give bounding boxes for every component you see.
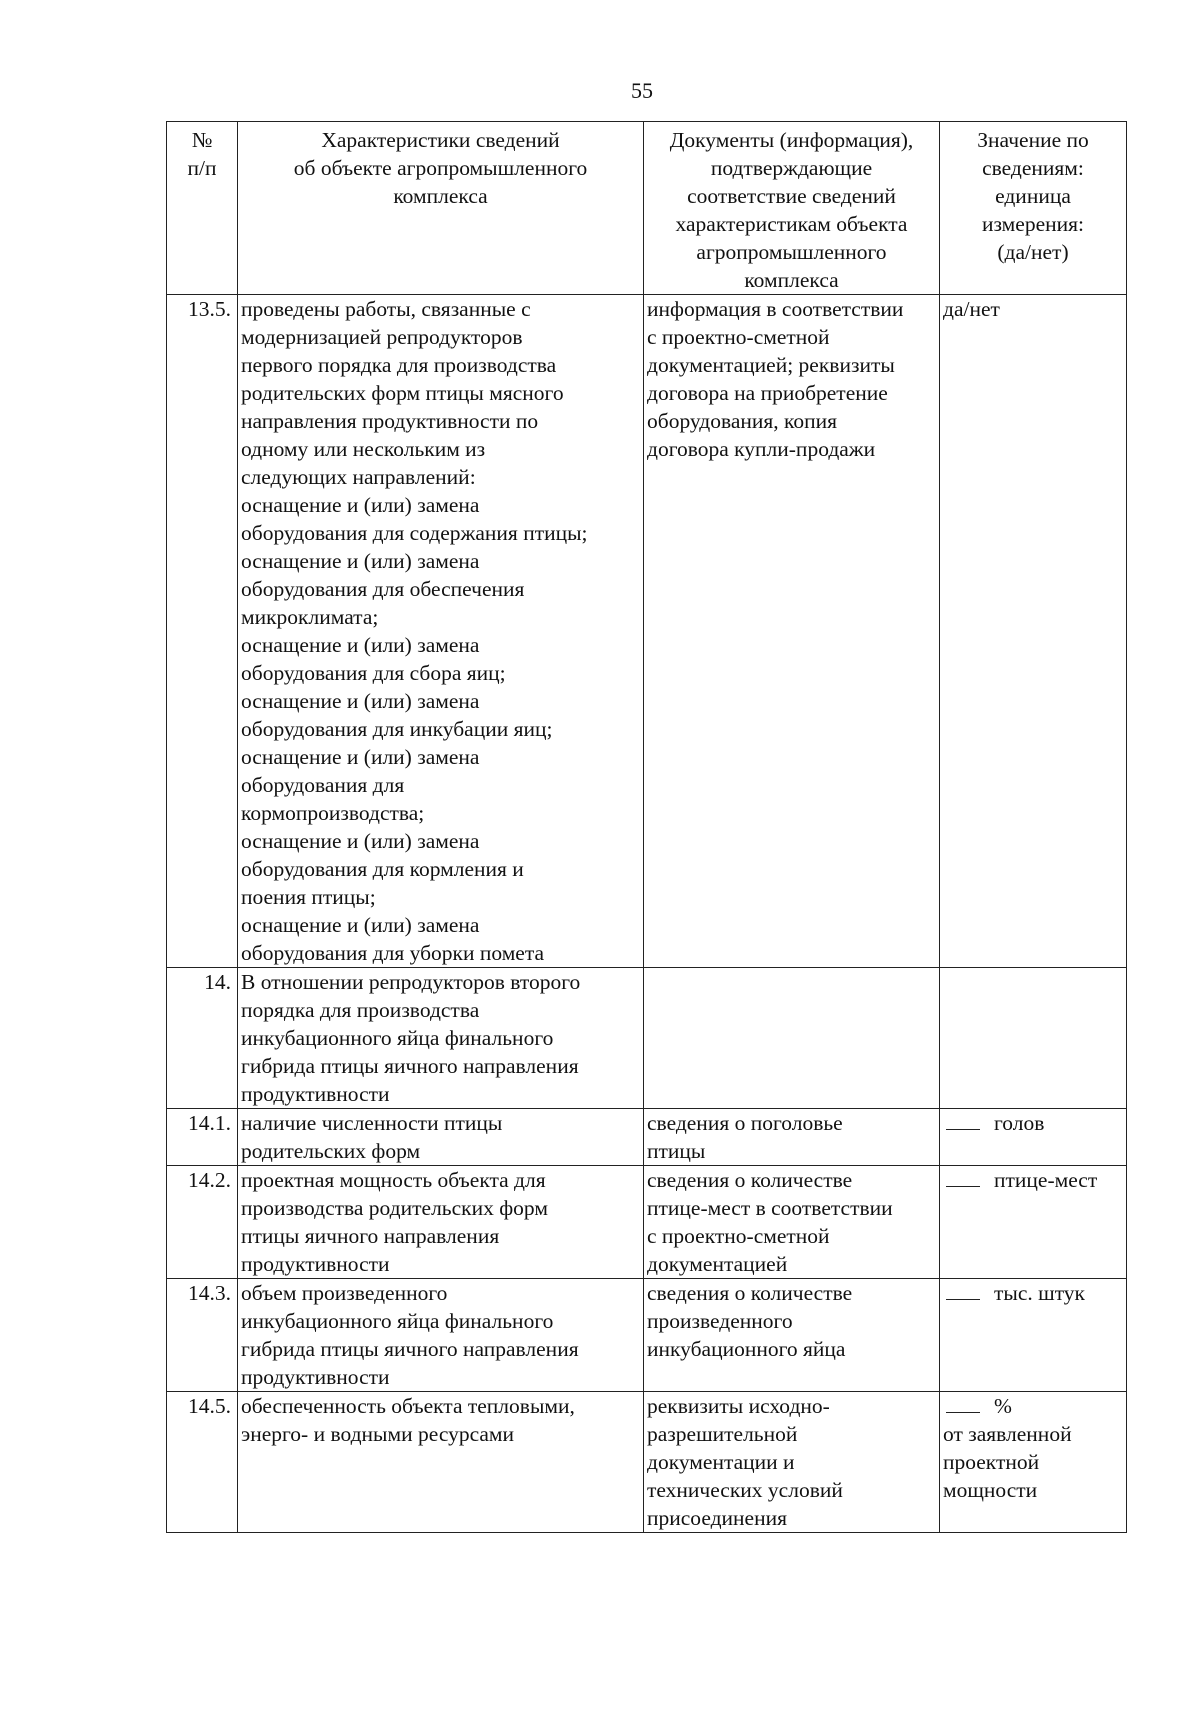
row-num: 13.5.	[167, 295, 238, 968]
row-documents: информация в соответствии с проектно-сметной документацией; реквизиты договора на приобретение оборудования, копия договора купли-продажи	[644, 295, 940, 968]
row-characteristic: проектная мощность объекта для производства родительских форм птицы яичного направления продуктивности	[238, 1166, 644, 1279]
row-num: 14.1.	[167, 1109, 238, 1166]
row-documents	[644, 968, 940, 1109]
row-characteristic: объем произведенного инкубационного яйца финального гибрида птицы яичного направления продуктивности	[238, 1279, 644, 1392]
row-unit: тыс. штук	[994, 1281, 1085, 1305]
header-documents: Документы (информация), подтверждающие соответствие сведений характеристикам объекта агропромышленного комплекса	[644, 122, 940, 295]
row-documents: сведения о количестве произведенного инкубационного яйца	[644, 1279, 940, 1392]
row-unit-note: от заявленной проектной мощности	[943, 1422, 1072, 1502]
row-characteristic: наличие численности птицы родительских форм	[238, 1109, 644, 1166]
table-header-row	[167, 122, 1127, 295]
row-documents: сведения о количестве птице-мест в соответствии с проектно-сметной документацией	[644, 1166, 940, 1279]
row-characteristic: обеспеченность объекта тепловыми, энерго- и водными ресурсами	[238, 1392, 644, 1533]
header-value: Значение по сведениям: единица измерения: (да/нет)	[940, 122, 1127, 295]
row-characteristic: проведены работы, связанные с модернизацией репродукторов первого порядка для производства родительских форм птицы мясного направления продуктивности по одному или нескольким из следующих направлений: оснащение и (или) замена оборудования для содержания птицы; оснащение и (или) замена оборудования для обеспечения микроклимата; оснащение и (или) замена оборудования для сбора яиц; оснащение и (или) замена оборудования для инкубации яиц; оснащение и (или) замена оборудования для кормопроизводства; оснащение и (или) замена оборудования для кормления и поения птицы; оснащение и (или) замена оборудования для уборки помета	[238, 295, 644, 968]
row-value	[940, 1109, 1127, 1166]
row-unit: %	[994, 1394, 1012, 1418]
row-unit: голов	[994, 1111, 1045, 1135]
fill-blank	[946, 1109, 980, 1130]
row-value: да/нет	[940, 295, 1127, 968]
row-num: 14.3.	[167, 1279, 238, 1392]
header-num: № п/п	[167, 122, 238, 295]
row-value	[940, 968, 1127, 1109]
row-value	[940, 1392, 1127, 1533]
row-num: 14.	[167, 968, 238, 1109]
table-row	[167, 1392, 1127, 1533]
row-num: 14.2.	[167, 1166, 238, 1279]
row-num: 14.5.	[167, 1392, 238, 1533]
table-row	[167, 295, 1127, 968]
row-documents: реквизиты исходно- разрешительной документации и технических условий присоединения	[644, 1392, 940, 1533]
table-row	[167, 1109, 1127, 1166]
fill-blank	[946, 1392, 980, 1413]
row-documents: сведения о поголовье птицы	[644, 1109, 940, 1166]
page-number: 55	[631, 78, 653, 103]
table-row	[167, 1279, 1127, 1392]
table-row	[167, 968, 1127, 1109]
header-characteristics: Характеристики сведений об объекте агропромышленного комплекса	[238, 122, 644, 295]
row-value	[940, 1279, 1127, 1392]
fill-blank	[946, 1166, 980, 1187]
requirements-table	[166, 121, 1127, 1533]
fill-blank	[946, 1279, 980, 1300]
table-row	[167, 1166, 1127, 1279]
row-value	[940, 1166, 1127, 1279]
row-characteristic: В отношении репродукторов второго порядка для производства инкубационного яйца финального гибрида птицы яичного направления продуктивности	[238, 968, 644, 1109]
row-unit: птице-мест	[994, 1168, 1098, 1192]
